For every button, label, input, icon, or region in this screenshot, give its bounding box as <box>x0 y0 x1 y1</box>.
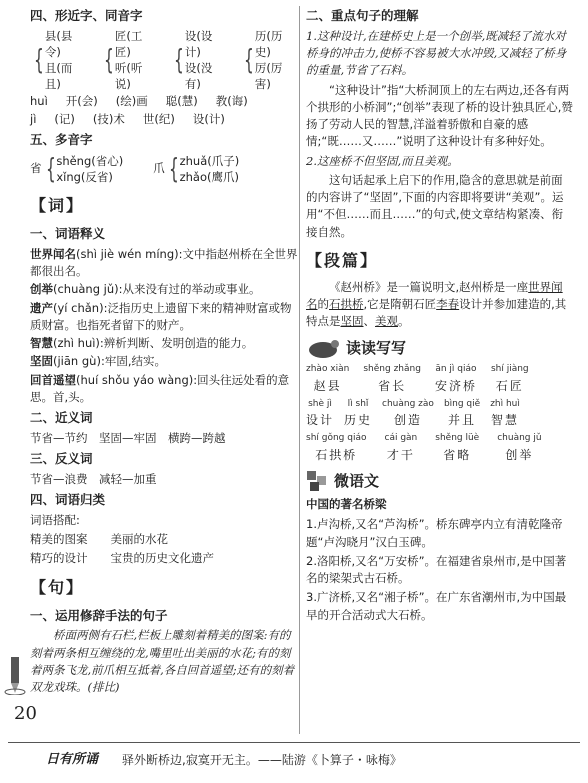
polyphone-char: 爪 <box>153 161 165 176</box>
pinyin: shěng lüè <box>435 433 480 443</box>
section-title-jinyi: 二、近义词 <box>30 410 93 425</box>
pinyin-word <box>490 398 520 430</box>
footer-tag: 日有所诵 <box>46 752 99 767</box>
bridge-item: 2.洛阳桥,又名“万安桥”。在福建省泉州市,是中国著名的梁架式古石桥。 <box>306 553 567 585</box>
section-title-fanyi: 三、反义词 <box>30 451 93 466</box>
char-pair: { 历(历史) 厉(厉害) <box>240 28 298 92</box>
underlined-term: 美观 <box>375 314 398 329</box>
reading-a: zhuǎ(爪子) <box>179 154 240 168</box>
word-row <box>306 432 574 464</box>
turtle-reading-icon <box>306 337 340 359</box>
key-sentence-2: 2.这座桥不但坚固,而且美观。 <box>306 153 459 168</box>
pinyin-word <box>491 363 529 395</box>
term-def: (chuàng jǔ):从来没有过的举动或事业。 <box>53 282 261 297</box>
footer-divider <box>8 742 580 743</box>
hanzi: 智慧 <box>491 413 520 427</box>
hanzi: 才干 <box>386 447 415 462</box>
duanpian-text <box>306 279 574 331</box>
word-row <box>306 398 574 430</box>
ci-banner: 【词】 <box>30 196 85 215</box>
key-sentence-1: 1.这种设计,在建桥史上是一个创举,既减轻了流水对桥身的冲击力,使桥不容易被大水冲毁,又减轻了桥身的重量,节省了石料。 <box>306 28 567 78</box>
section-title-xingjin: 四、形近字、同音字 <box>30 8 143 23</box>
duxie-title <box>306 337 574 360</box>
pair-bottom: 厉(厉害) <box>254 60 283 91</box>
rhetoric-sentence: 桥面两侧有石栏,栏板上雕刻着精美的图案:有的刻着两条相互缠绕的龙,嘴里吐出美丽的水花;有的刻着两条飞龙,前爪相互抵着,各自回首遥望;还有的刻着双龙戏珠。(排比) <box>30 628 295 694</box>
term-def: (shì jiè wén míng):文中指赵州桥在全世界都很出名。 <box>30 246 298 278</box>
polyphone-row <box>30 153 298 185</box>
pinyin: lì shǐ <box>347 398 369 409</box>
term-word: 回首遥望 <box>30 372 76 387</box>
text: 设计并参加建造的,其特点是 <box>306 297 567 329</box>
term-entry <box>30 246 298 281</box>
term-word: 创举 <box>30 282 53 297</box>
pinyin: bìng qiě <box>443 398 481 409</box>
wei-title <box>306 470 574 493</box>
duxie-title-text: 读读写写 <box>346 338 407 357</box>
pinyin: shěng zhǎng <box>363 364 421 374</box>
text: 。 <box>398 314 410 329</box>
hanzi: 省长 <box>378 378 407 393</box>
pinyin-word <box>306 432 367 464</box>
pinyin: zhào xiàn <box>306 364 350 374</box>
term-def: (huí shǒu yáo wàng):回头往远处看的意思。首,头。 <box>30 372 290 404</box>
hanzi: 创造 <box>393 413 422 427</box>
hanzi: 设计 <box>306 413 335 427</box>
section-title-duoyin: 五、多音字 <box>30 132 93 148</box>
bridge-item: 3.广济桥,又名“湘子桥”。在广东省潮州市,为中国最早的开合活动式大石桥。 <box>306 590 567 622</box>
bridge-item: 1.卢沟桥,又名“芦沟桥”。桥东碑亭内立有清乾隆帝题“卢沟晓月”汉白玉碑。 <box>306 517 563 549</box>
collocation-row: 精巧的设计 宝贵的历史文化遗产 <box>30 551 214 566</box>
pinyin: zhì huì <box>490 398 520 409</box>
hanzi: 创举 <box>505 447 534 462</box>
reading-b: xǐng(反省) <box>56 170 113 184</box>
right-column <box>306 4 574 626</box>
collocation-row: 精美的图案 美丽的水花 <box>30 532 168 546</box>
pinyin: chuàng zào <box>382 398 434 409</box>
text: 、 <box>363 314 375 329</box>
homophone-word: 设(计) <box>192 112 225 126</box>
term-entry <box>30 353 298 370</box>
homophone-word: 世(纪) <box>142 112 175 126</box>
pair-bottom: 听(听说) <box>114 60 143 91</box>
pair-top: 设(设计) <box>184 28 213 59</box>
homophone-pinyin: huì <box>30 93 48 108</box>
homophone-row <box>30 93 298 110</box>
homophone-word: 开(会) <box>65 93 98 108</box>
pinyin: ān jì qiáo <box>435 364 477 374</box>
term-word: 坚固 <box>30 354 53 369</box>
homophone-word: 聪(慧) <box>165 93 198 108</box>
section-title-cishi: 一、词语释义 <box>30 226 106 241</box>
hanzi: 安济桥 <box>434 378 477 393</box>
pairs-row <box>30 28 298 92</box>
hanzi: 历史 <box>344 413 373 427</box>
homophone-word: (绘)画 <box>115 93 148 108</box>
footer-quote: 驿外断桥边,寂寞开无主。——陆游《卜算子・咏梅》 <box>122 753 402 767</box>
pair-bottom: 且(而且) <box>44 60 73 91</box>
pencil-icon <box>4 655 26 695</box>
word-row <box>306 363 574 395</box>
antonyms: 节省—浪费 减轻—加重 <box>30 471 157 486</box>
pinyin: shè jì <box>308 398 332 409</box>
pinyin: shí gǒng qiáo <box>306 433 367 443</box>
pinyin-word <box>385 432 418 464</box>
term-word: 智慧 <box>30 336 53 350</box>
homophone-word: 教(诲) <box>215 93 248 108</box>
hanzi: 石拱桥 <box>315 447 358 462</box>
footer <box>0 742 588 778</box>
term-def: (zhì huì):辨析判断、发明创造的能力。 <box>53 336 254 350</box>
abc-blocks-icon <box>306 470 328 492</box>
hanzi: 省略 <box>443 447 472 462</box>
wei-title-text: 微语文 <box>334 471 380 490</box>
term-def: (jiān gù):牢固,结实。 <box>53 354 166 369</box>
pinyin-word <box>306 398 334 430</box>
key-sentence-1-explain: “这种设计”指“大桥洞顶上的左右两边,还各有两个拱形的小桥洞”;“创举”表现了桥的设计独具匠心,赞扬了劳动人民的智慧,洋溢着骄傲和自豪的感情;“既……又……”说明了这种设计有多种好处。 <box>306 82 573 149</box>
reading-b: zhǎo(鹰爪) <box>179 170 239 184</box>
polyphone: 省 { shěng(省心) xǐng(反省) <box>30 152 124 185</box>
pinyin-word <box>435 432 479 464</box>
term-def: (yí chǎn):泛指历史上遗留下来的精神财富或物质财富。也指死者留下的财产。 <box>30 300 292 332</box>
pinyin-word <box>497 432 541 464</box>
page-number: 20 <box>14 703 37 724</box>
hanzi: 赵县 <box>313 378 342 393</box>
collocation-label: 词语搭配: <box>30 512 80 527</box>
pinyin-word <box>344 398 372 430</box>
homophone-word: (技)术 <box>92 112 125 126</box>
pair-bottom: 设(没有) <box>184 60 213 91</box>
section-title-guilei: 四、词语归类 <box>30 492 106 507</box>
char-pair: { 设(设计) 设(没有) <box>170 28 228 92</box>
homophone-pinyin: jì <box>30 112 37 126</box>
duanpian-banner: 【段篇】 <box>306 250 379 270</box>
term-word: 遗产 <box>30 300 53 315</box>
char-pair: { 匠(工匠) 听(听说) <box>100 28 158 92</box>
text: 的 <box>317 297 329 311</box>
term-entry <box>30 335 298 352</box>
hanzi: 并且 <box>448 413 477 427</box>
section-title-zhongdian: 二、重点句子的理解 <box>306 8 419 23</box>
pinyin: cái gàn <box>384 433 418 443</box>
underlined-term: 李春 <box>436 297 460 311</box>
term-word: 世界闻名 <box>30 246 76 261</box>
pinyin-word <box>382 398 434 430</box>
homophone-word: (记) <box>54 112 75 126</box>
pinyin-word <box>444 398 480 430</box>
column-divider <box>299 6 300 734</box>
polyphone: 爪 { zhuǎ(爪子) zhǎo(鹰爪) <box>153 152 240 185</box>
pair-top: 县(县令) <box>44 28 73 59</box>
reading-a: shěng(省心) <box>56 154 124 168</box>
left-column <box>30 4 298 698</box>
text: ,它是隋朝石匠 <box>363 297 437 311</box>
term-entry <box>30 281 298 298</box>
ju-banner: 【句】 <box>30 577 85 597</box>
pinyin-word <box>435 363 477 395</box>
pinyin-word <box>306 363 349 395</box>
underlined-term: 坚固 <box>340 314 364 329</box>
synonyms: 节省—节约 坚固—牢固 横跨—跨越 <box>30 430 226 445</box>
term-entry <box>30 300 298 335</box>
underlined-term: 石拱桥 <box>329 297 364 311</box>
char-pair: { 县(县令) 且(而且) <box>30 28 88 92</box>
pinyin: chuàng jǔ <box>497 433 542 443</box>
term-entry <box>30 372 298 407</box>
underlined-term: 世界闻名 <box>306 279 563 311</box>
text: 《赵州桥》是一篇说明文,赵州桥是一座 <box>329 279 529 294</box>
pair-top: 匠(工匠) <box>114 28 143 59</box>
pinyin: shí jiàng <box>490 364 529 374</box>
key-sentence-2-explain: 这句话起承上启下的作用,隐含的意思就是前面的内容讲了“坚固”,下面的内容即将要讲“美观”。运用“不但……而且……”的句式,使文章结构紧凑、衔接自然。 <box>306 172 564 239</box>
homophone-row <box>30 111 298 128</box>
pinyin-word <box>363 363 421 395</box>
pair-top: 历(历史) <box>254 28 283 59</box>
wei-subtitle: 中国的著名桥梁 <box>306 497 387 511</box>
hanzi: 石匠 <box>495 378 524 393</box>
section-title-xiuci: 一、运用修辞手法的句子 <box>30 607 168 623</box>
polyphone-char: 省 <box>30 161 42 176</box>
